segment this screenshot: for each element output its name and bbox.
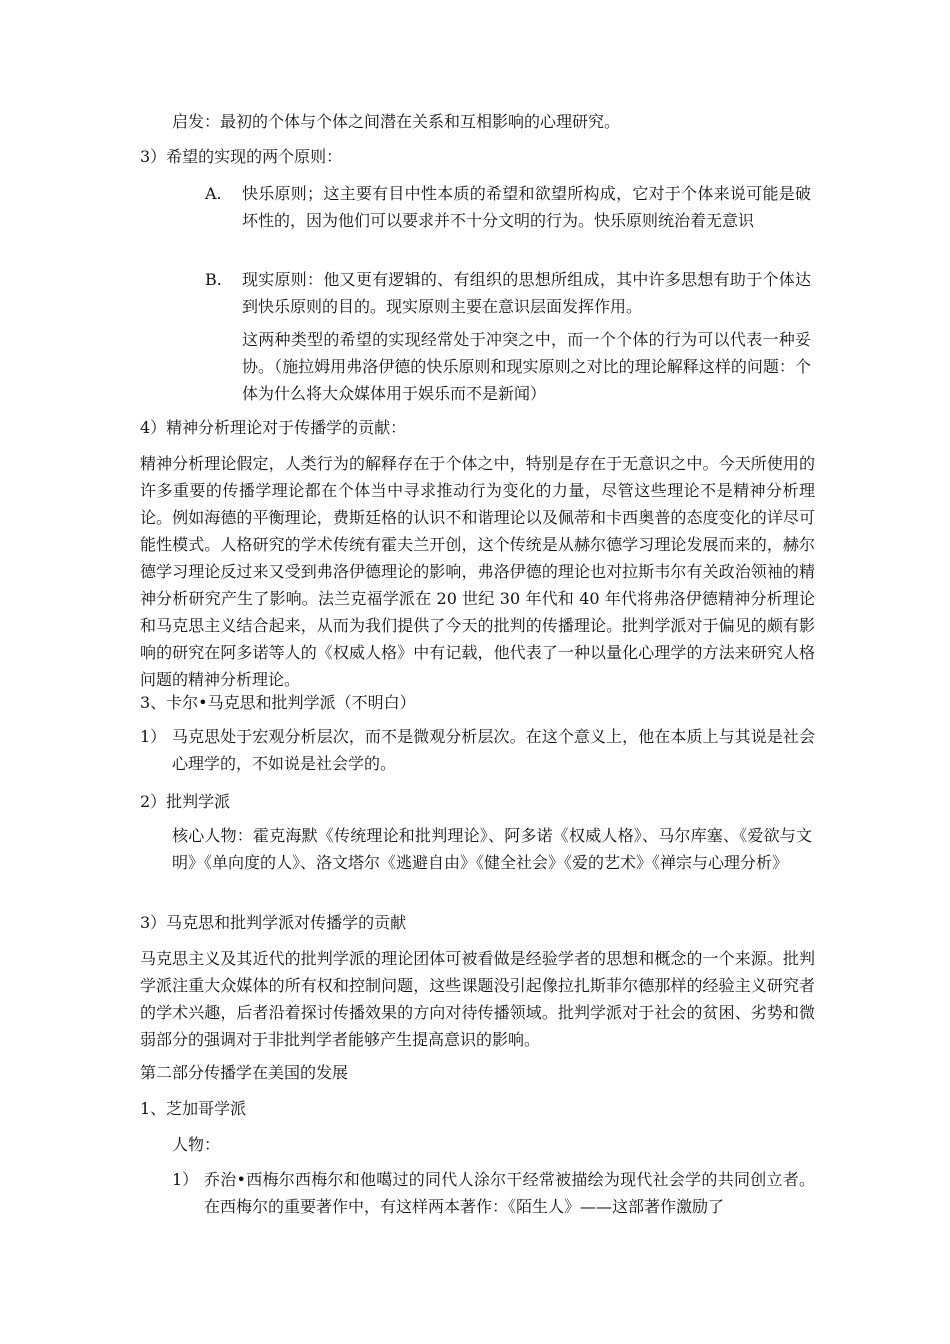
- heading-two-principles: 3）希望的实现的两个原则：: [140, 147, 343, 166]
- paragraph-critical-contribution: 马克思主义及其近代的批判学派的理论团体可被看做是经验学者的思想和概念的一个来源。批判学派注重大众媒体的所有权和控制问题，这些课题没引起像拉扎斯菲尔德那样的经验主义研究者的学术兴趣，后者沿着探讨传播效果的方向对待传播领域。批判学派对于社会的贫困、劣势和微弱部分的强调对于非批判学者能够产生提高意识的影响。: [140, 949, 815, 1049]
- heading-contribution-psychoanalysis: 4）精神分析理论对于传播学的贡献：: [140, 418, 407, 437]
- list-marker: 1）: [172, 1170, 199, 1189]
- list-item-text: 乔治•西梅尔西梅尔和他噶过的同代人涂尔干经常被描绘为现代社会学的共同创立者。在西梅尔的重要著作中，有这样两本著作：《陌生人》——这部著作激励了: [204, 1170, 815, 1216]
- list-item-text: 现实原则：他又更有逻辑的、有组织的思想所组成，其中许多思想有助于个体达到快乐原则的目的。现实原则主要在意识层面发挥作用。: [242, 270, 811, 316]
- list-marker: 1）: [140, 727, 167, 746]
- list-item-text: 马克思处于宏观分析层次，而不是微观分析层次。在这个意义上，他在本质上与其说是社会心理学的，不如说是社会学的。: [172, 727, 815, 773]
- heading-marx-critical-school: 3、卡尔•马克思和批判学派（不明白）: [140, 693, 416, 712]
- heading-critical-contribution: 3）马克思和批判学派对传播学的贡献: [140, 913, 407, 932]
- list-marker: A.: [205, 184, 222, 203]
- label-figures: 人物：: [172, 1135, 221, 1154]
- list-item-reality-principle: [205, 266, 811, 320]
- paragraph-core-figures: 核心人物：霍克海默《传统理论和批判理论》、阿多诺《权威人格》、马尔库塞、《爱欲与文明》《单向度的人》、洛文塔尔《逃避自由》《健全社会》《爱的艺术》《禅宗与心理分析》: [172, 826, 812, 872]
- list-marker: B.: [205, 270, 222, 289]
- list-item-text: 快乐原则；这主要有目中性本质的希望和欲望所构成，它对于个体来说可能是破坏性的，因为他们可以要求并不十分文明的行为。快乐原则统治着无意识: [242, 184, 811, 230]
- heading-critical-school: 2）批判学派: [140, 792, 231, 811]
- heading-part-two: 第二部分传播学在美国的发展: [140, 1063, 349, 1082]
- paragraph-inspiration: 启发：最初的个体与个体之间潜在关系和互相影响的心理研究。: [172, 112, 621, 131]
- list-item-marx-macro: [140, 723, 815, 777]
- list-item-pleasure-principle: [205, 180, 811, 234]
- paragraph-psychoanalysis: 精神分析理论假定，人类行为的解释存在于个体之中，特别是存在于无意识之中。今天所使用的许多重要的传播学理论都在个体当中寻求推动行为变化的力量，尽管这些理论不是精神分析理论。例如海德的平衡理论，费斯廷格的认识不和谐理论以及佩蒂和卡西奥普的态度变化的详尽可能性模式。人格研究的学术传统有霍夫兰开创，这个传统是从赫尔德学习理论发展而来的，赫尔德学习理论反过来又受到弗洛伊德理论的影响，弗洛伊德的理论也对拉斯韦尔有关政治领袖的精神分析研究产生了影响。法兰克福学派在 20 世纪 30 年代和 40 年代将弗洛伊德精神分析理论和马克思主义结合起来，从而为我们提供了今天的批判的传播理论。批判学派对于偏见的颇有影响的研究在阿多诺等人的《权威人格》中有记载，他代表了一种以量化心理学的方法来研究人格问题的精神分析理论。: [140, 454, 815, 689]
- heading-chicago-school: 1、芝加哥学派: [140, 1099, 247, 1118]
- list-item-simmel: [172, 1166, 815, 1220]
- paragraph-conflict: 这两种类型的希望的实现经常处于冲突之中，而一个个体的行为可以代表一种妥协。（施拉姆用弗洛伊德的快乐原则和现实原则之对比的理论解释这样的问题：个体为什么将大众媒体用于娱乐而不是新闻）: [242, 330, 811, 403]
